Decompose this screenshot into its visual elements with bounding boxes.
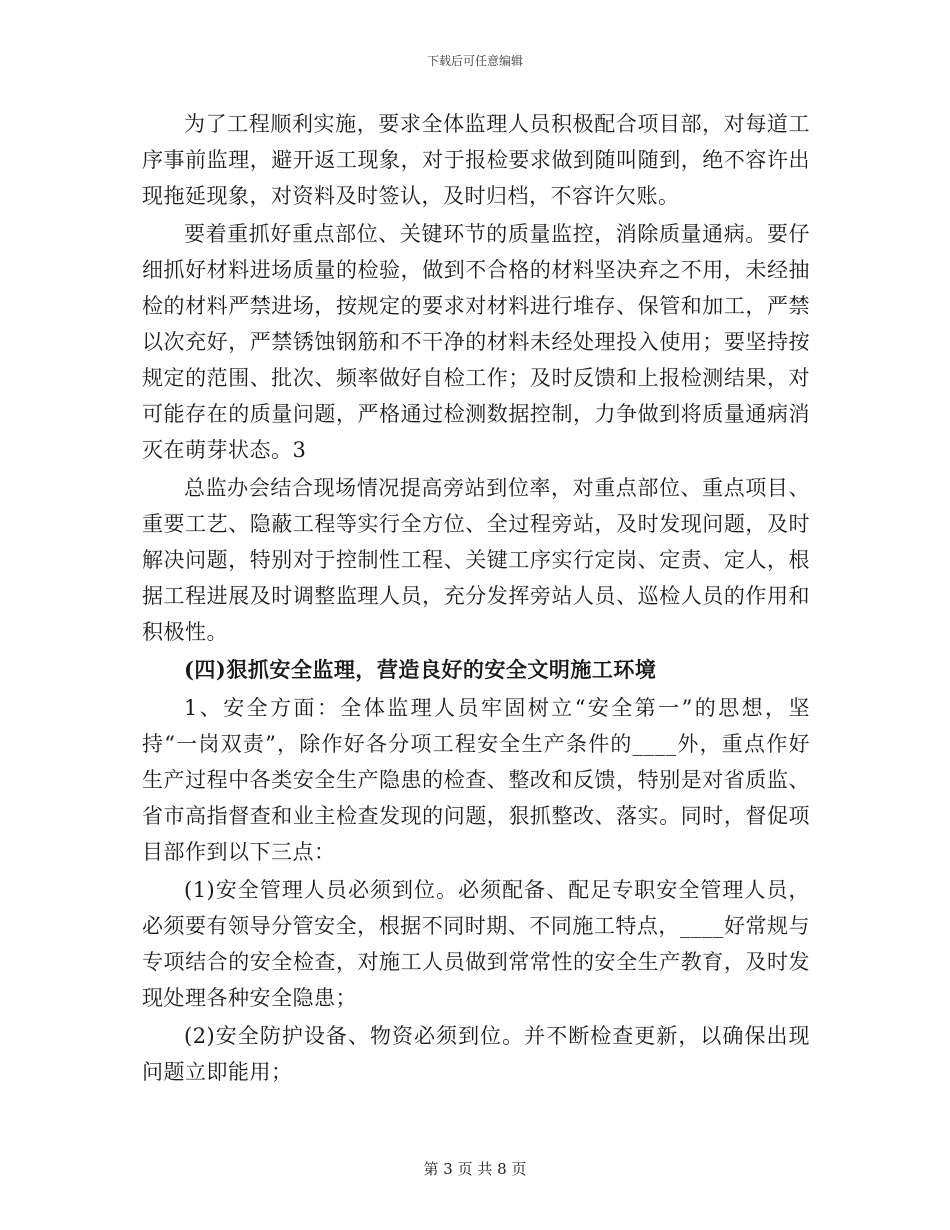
page-header: 下载后可任意编辑 [426, 54, 523, 68]
paragraph-safety-aspect: 1、安全方面：全体监理人员牢固树立“安全第一”的思想，坚持“一岗双责”，除作好各分项工程安全生产条件的____外，重点作好生产过程中各类安全生产隐患的检查、整改和反馈，特别是对省质监、省市高指督查和业主检查发现的问题，狠抓整改、落实。同时，督促项目部作到以下三点： [142, 696, 810, 864]
section-heading-safety: (四)狠抓安全监理，营造良好的安全文明施工环境 [184, 657, 657, 682]
paragraph-safety-equipment: (2)安全防护设备、物资必须到位。并不断检查更新，以确保出现问题立即能用； [142, 1024, 810, 1084]
paragraph-quality-control: 要着重抓好重点部位、关键环节的质量监控，消除质量通病。要仔细抓好材料进场质量的检验，做到不合格的材料坚决弃之不用，未经抽检的材料严禁进场，按规定的要求对材料进行堆存、保管和加工，严禁以次充好，严禁锈蚀钢筋和不干净的材料未经处理投入使用；要坚持按规定的范围、批次、频率做好自检工作；及时反馈和上报检测结果，对可能存在的质量问题，严格通过检测数据控制，力争做到将质量通病消灭在萌芽状态。3 [142, 222, 810, 462]
paragraph-onsite-supervision: 总监办会结合现场情况提高旁站到位率，对重点部位、重点项目、重要工艺、隐蔽工程等实行全方位、全过程旁站，及时发现问题，及时解决问题，特别对于控制性工程、关键工序实行定岗、定责、定人，根据工程进展及时调整监理人员，充分发挥旁站人员、巡检人员的作用和积极性。 [142, 476, 810, 644]
paragraph-safety-personnel: (1)安全管理人员必须到位。必须配备、配足专职安全管理人员，必须要有领导分管安全，根据不同时期、不同施工特点，____好常规与专项结合的安全检查，对施工人员做到常常性的安全生产教育，及时发现处理各种安全隐患； [142, 878, 810, 1010]
document-body [142, 106, 810, 1090]
page-number: 第 3 页 共 8 页 [423, 1160, 527, 1178]
paragraph-supervision-cooperation: 为了工程顺利实施，要求全体监理人员积极配合项目部，对每道工序事前监理，避开返工现象，对于报检要求做到随叫随到，绝不容许出现拖延现象，对资料及时签认，及时归档，不容许欠账。 [142, 112, 810, 208]
